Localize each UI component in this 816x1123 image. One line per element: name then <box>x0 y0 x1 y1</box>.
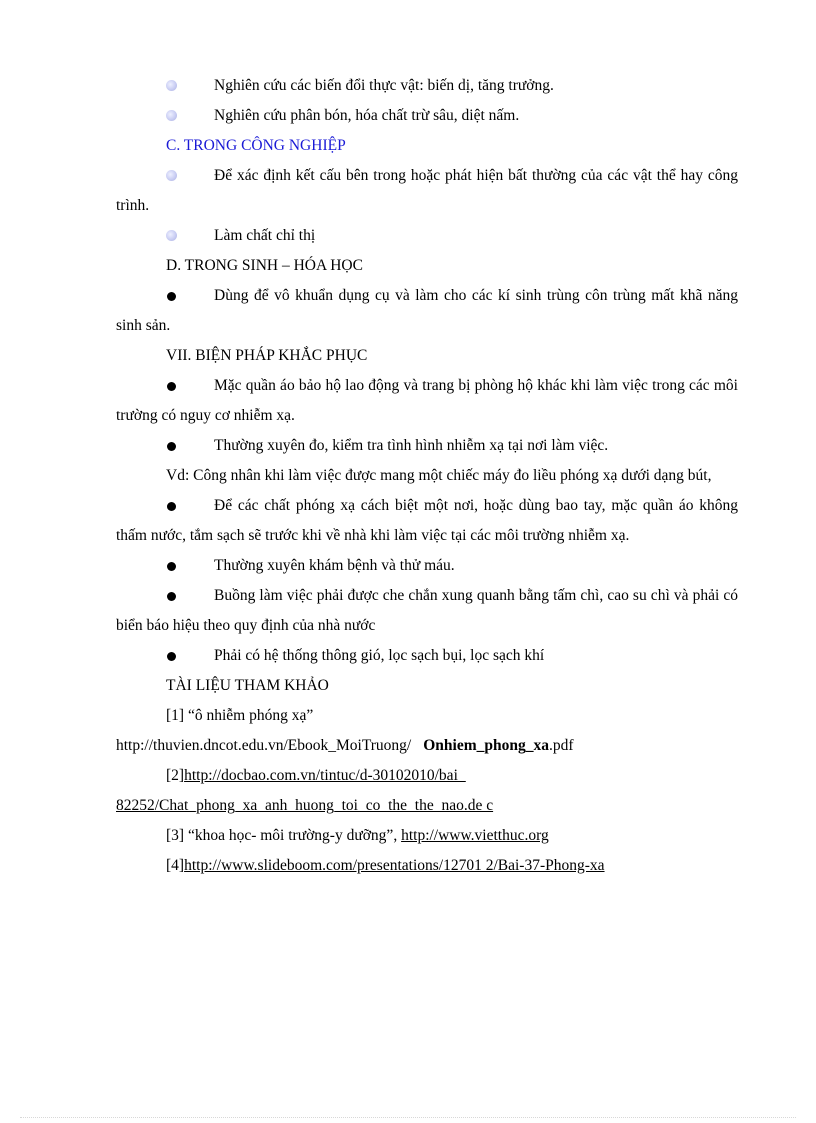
list-item <box>116 281 738 341</box>
reference-2-label: [2] <box>166 767 185 784</box>
list-item-text: Thường xuyên đo, kiểm tra tình hình nhiễm xạ tại nơi làm việc. <box>214 437 609 454</box>
reference-2-link-continued[interactable] <box>116 791 738 821</box>
list-item <box>116 641 738 671</box>
reference-4-label: [4] <box>166 857 185 874</box>
references-heading: TÀI LIỆU THAM KHẢO <box>166 677 329 694</box>
bullet-icon <box>167 592 176 601</box>
list-item <box>116 491 738 551</box>
list-item-text: Để các chất phóng xạ cách biệt một nơi, hoặc dùng bao tay, mặc quần áo không thấm nước, tắm sạch sẽ trước khi về nhà khi làm việc tại các môi trường nhiễm xạ. <box>116 497 738 544</box>
list-item-text: Mặc quần áo bảo hộ lao động và trang bị phòng hộ khác khi làm việc trong các môi trường có nguy cơ nhiễm xạ. <box>116 377 738 424</box>
reference-2 <box>116 761 738 791</box>
bullet-icon <box>167 502 176 511</box>
bullet-icon <box>166 110 177 121</box>
document-body <box>116 71 738 881</box>
section-heading-c: C. TRONG CÔNG NGHIỆP <box>166 137 346 154</box>
reference-4 <box>116 851 738 881</box>
list-item <box>116 161 738 221</box>
list-item <box>116 581 738 641</box>
list-item-text: Nghiên cứu phân bón, hóa chất trừ sâu, diệt nấm. <box>214 107 520 124</box>
reference-2-link-part: 82252/Chat_phong_xa_anh_huong_toi_co_the_the_nao.de c <box>116 797 494 814</box>
list-item <box>116 371 738 431</box>
reference-1-url[interactable] <box>116 731 738 761</box>
bullet-icon <box>166 230 177 241</box>
reference-1-url-filename: Onhiem_phong_xa <box>423 737 549 754</box>
reference-1-url-part: http://thuvien.dncot.edu.vn/Ebook_MoiTruong/ <box>116 737 412 754</box>
reference-3 <box>116 821 738 851</box>
list-item-text: Dùng để vô khuẩn dụng cụ và làm cho các kí sinh trùng côn trùng mất khã năng sinh sản. <box>116 287 738 334</box>
bullet-icon <box>167 652 176 661</box>
page-bottom-divider <box>20 1117 796 1118</box>
list-item <box>116 431 738 461</box>
bullet-icon <box>167 382 176 391</box>
bullet-icon <box>166 170 177 181</box>
list-item <box>116 101 738 131</box>
reference-3-label: [3] “khoa học- môi trường-y dưỡng”, <box>166 827 402 844</box>
reference-1-url-extension: .pdf <box>549 737 574 754</box>
bullet-icon <box>167 442 176 451</box>
bullet-icon <box>166 80 177 91</box>
list-item-text: Làm chất chỉ thị <box>214 227 316 244</box>
reference-1-title: [1] “ô nhiễm phóng xạ” <box>166 707 314 724</box>
bullet-icon <box>167 292 176 301</box>
bullet-icon <box>167 562 176 571</box>
example-paragraph: Vd: Công nhân khi làm việc được mang một chiếc máy đo liều phóng xạ dưới dạng bút, <box>166 467 712 484</box>
list-item-text: Buồng làm việc phải được che chắn xung quanh bằng tấm chì, cao su chì và phải có biển báo hiệu theo quy định của nhà nước <box>116 587 738 634</box>
section-heading-d: D. TRONG SINH – HÓA HỌC <box>166 257 363 274</box>
reference-4-link[interactable]: http://www.slideboom.com/presentations/12701 2/Bai-37-Phong-xa <box>184 857 605 874</box>
list-item-text: Nghiên cứu các biến đổi thực vật: biến dị, tăng trưởng. <box>214 77 554 94</box>
reference-3-link[interactable]: http://www.vietthuc.org <box>401 827 549 844</box>
list-item-text: Phải có hệ thống thông gió, lọc sạch bụi, lọc sạch khí <box>214 647 545 664</box>
list-item <box>116 71 738 101</box>
list-item <box>116 551 738 581</box>
reference-2-link[interactable]: http://docbao.com.vn/tintuc/d-30102010/bai_ <box>184 767 466 784</box>
list-item-text: Thường xuyên khám bệnh và thử máu. <box>214 557 455 574</box>
section-heading-vii: VII. BIỆN PHÁP KHẮC PHỤC <box>166 347 368 364</box>
list-item <box>116 221 738 251</box>
list-item-text: Để xác định kết cấu bên trong hoặc phát hiện bất thường của các vật thể hay công trình. <box>116 167 738 214</box>
